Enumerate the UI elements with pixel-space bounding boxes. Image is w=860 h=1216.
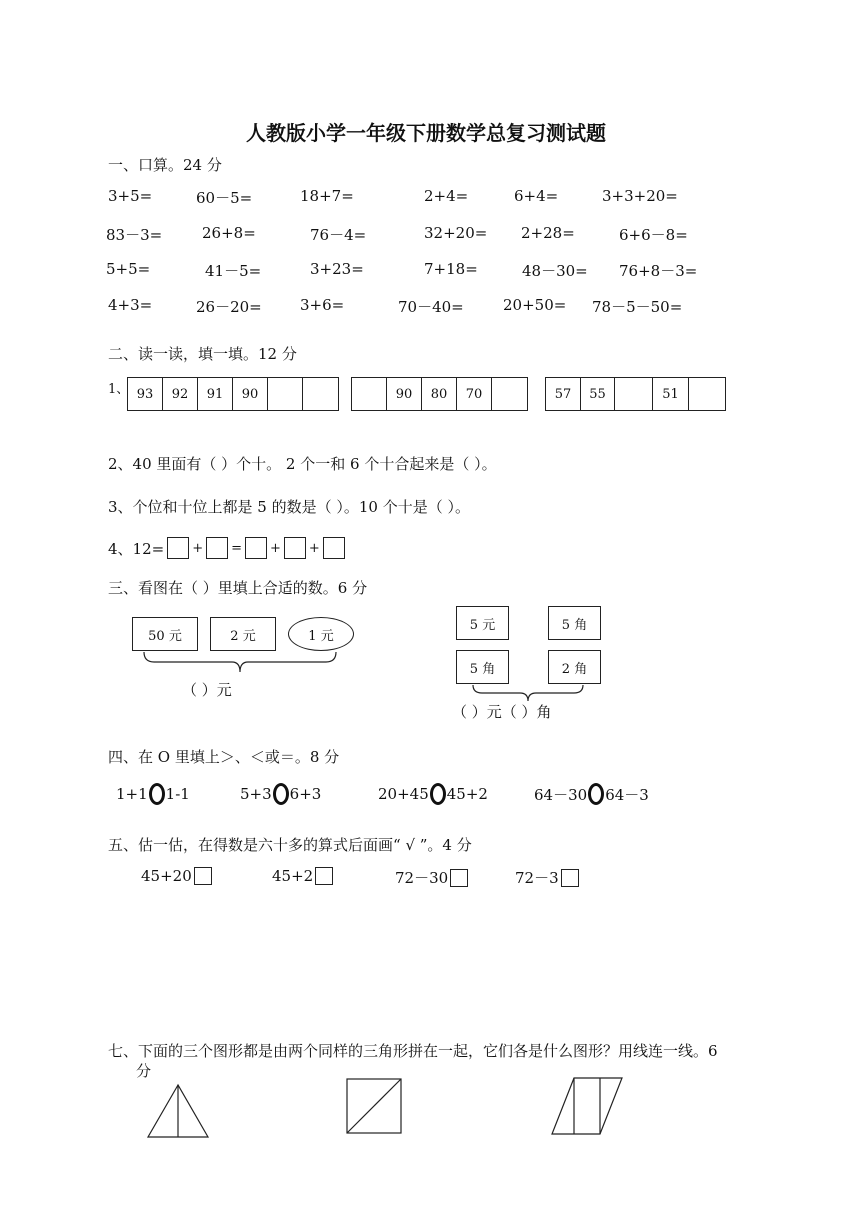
estimate-expr: 72－30 (395, 869, 449, 887)
calc-item: 76+8－3= (619, 262, 698, 280)
calc-item: 78－5－50= (592, 298, 683, 316)
money-box: 5 角 (456, 650, 509, 684)
answer-box[interactable] (245, 537, 267, 559)
calc-item: 7+18= (424, 260, 478, 278)
question-3: 3、个位和十位上都是 5 的数是（ ）。10 个十是（ ）。 (108, 498, 471, 516)
section7-heading-cont: 分 (136, 1062, 152, 1080)
calc-item: 26－20= (196, 298, 262, 316)
page-title: 人教版小学一年级下册数学总复习测试题 (246, 121, 606, 145)
compare-left: 20+45 (378, 785, 429, 803)
left-brace (140, 650, 340, 674)
answer-box[interactable] (167, 537, 189, 559)
plus-sign: + (308, 540, 320, 556)
calc-item: 2+4= (424, 187, 469, 205)
section7-heading: 七、下面的三个图形都是由两个同样的三角形拼在一起，它们各是什么图形？用线连一线。6 (108, 1042, 718, 1060)
estimate-expr: 45+20 (141, 867, 192, 885)
calc-item: 3+6= (300, 296, 345, 314)
section5-heading: 五、估一估，在得数是六十多的算式后面画“ √ ”。4 分 (108, 836, 472, 854)
calc-item: 60－5= (196, 189, 253, 207)
equals-sign: = (231, 540, 243, 556)
seq-cell-blank[interactable] (303, 378, 338, 410)
compare-left: 5+3 (240, 785, 272, 803)
money-box: 2 角 (548, 650, 601, 684)
seq-cell-blank[interactable] (352, 378, 387, 410)
seq-cell-blank[interactable] (492, 378, 527, 410)
parallelogram-shape[interactable] (546, 1072, 630, 1140)
seq-cell-blank[interactable] (268, 378, 303, 410)
compare-circle[interactable] (273, 783, 289, 805)
calc-item: 6+6－8= (619, 226, 688, 244)
plus-sign: + (270, 540, 281, 556)
section3-heading: 三、看图在（ ）里填上合适的数。6 分 (108, 579, 368, 597)
check-box[interactable] (315, 867, 333, 885)
calc-item: 32+20= (424, 224, 488, 242)
calc-item: 70－40= (398, 298, 464, 316)
number-sequence-3 (545, 377, 726, 411)
estimate-item (272, 867, 333, 885)
calc-item: 3+3+20= (602, 187, 678, 205)
compare-right: 64－3 (605, 785, 649, 804)
seq-cell: 90 (387, 378, 422, 410)
seq-cell: 70 (457, 378, 492, 410)
estimate-item (141, 867, 212, 885)
calc-item: 3+5= (108, 187, 153, 205)
square-shape[interactable] (341, 1073, 407, 1139)
money-box: 5 元 (456, 606, 509, 640)
seq-cell: 80 (422, 378, 457, 410)
question-4 (108, 537, 345, 559)
seq-cell-blank[interactable] (689, 378, 725, 410)
money-box: 2 元 (210, 617, 276, 651)
compare-right: 6+3 (289, 785, 322, 803)
seq-cell: 57 (546, 378, 581, 410)
calc-item: 2+28= (521, 224, 575, 242)
compare-item (378, 783, 488, 805)
check-box[interactable] (450, 869, 468, 887)
seq-cell: 93 (128, 378, 163, 410)
seq-cell: 90 (233, 378, 268, 410)
compare-left: 64－30 (534, 785, 588, 804)
seq-cell: 92 (163, 378, 198, 410)
calc-item: 26+8= (202, 224, 256, 242)
section4-heading: 四、在 O 里填上＞、＜或＝。8 分 (108, 748, 340, 766)
seq-cell: 91 (198, 378, 233, 410)
section1-heading: 一、口算。24 分 (108, 156, 222, 174)
compare-right: 45+2 (446, 785, 488, 803)
check-box[interactable] (194, 867, 212, 885)
answer-box[interactable] (323, 537, 345, 559)
calc-item: 83－3= (106, 226, 163, 244)
calc-item: 41－5= (205, 262, 262, 280)
calc-item: 3+23= (310, 260, 364, 278)
money-box: 50 元 (132, 617, 198, 651)
estimate-item (395, 867, 468, 888)
compare-circle[interactable] (588, 783, 604, 805)
compare-left: 1+1 (116, 785, 148, 803)
money-box: 5 角 (548, 606, 601, 640)
number-sequence-1 (127, 377, 339, 411)
calc-item: 18+7= (300, 187, 354, 205)
calc-item: 6+4= (514, 187, 559, 205)
compare-item (534, 783, 649, 805)
seq-cell-blank[interactable] (615, 378, 653, 410)
calc-item: 20+50= (503, 296, 567, 314)
section2-heading: 二、读一读，填一填。12 分 (108, 345, 297, 363)
compare-item (116, 783, 190, 805)
calc-item: 4+3= (108, 296, 153, 314)
money-oval: 1 元 (288, 617, 354, 651)
answer-box[interactable] (284, 537, 306, 559)
compare-circle[interactable] (430, 783, 446, 805)
compare-item (240, 783, 321, 805)
seq-cell: 51 (653, 378, 689, 410)
calc-item: 48－30= (522, 262, 588, 280)
estimate-item (515, 867, 579, 888)
right-brace (470, 683, 590, 703)
answer-box[interactable] (206, 537, 228, 559)
right-answer: （ ）元（ ）角 (452, 703, 552, 721)
number-sequence-2 (351, 377, 528, 411)
compare-right: 1-1 (165, 785, 190, 803)
seq-cell: 55 (581, 378, 615, 410)
estimate-expr: 72－3 (515, 869, 559, 887)
calc-item: 5+5= (106, 260, 151, 278)
calc-item: 76－4= (310, 226, 367, 244)
compare-circle[interactable] (149, 783, 165, 805)
triangle-shape[interactable] (144, 1083, 212, 1141)
left-answer: （ ）元 (182, 681, 232, 699)
question-2: 2、40 里面有（ ）个十。 2 个一和 6 个十合起来是（ ）。 (108, 455, 497, 473)
estimate-expr: 45+2 (272, 867, 314, 885)
check-box[interactable] (561, 869, 579, 887)
q1-label: 1、 (108, 382, 130, 397)
q4-prefix: 4、12= (108, 539, 165, 558)
plus-sign: + (192, 540, 204, 556)
